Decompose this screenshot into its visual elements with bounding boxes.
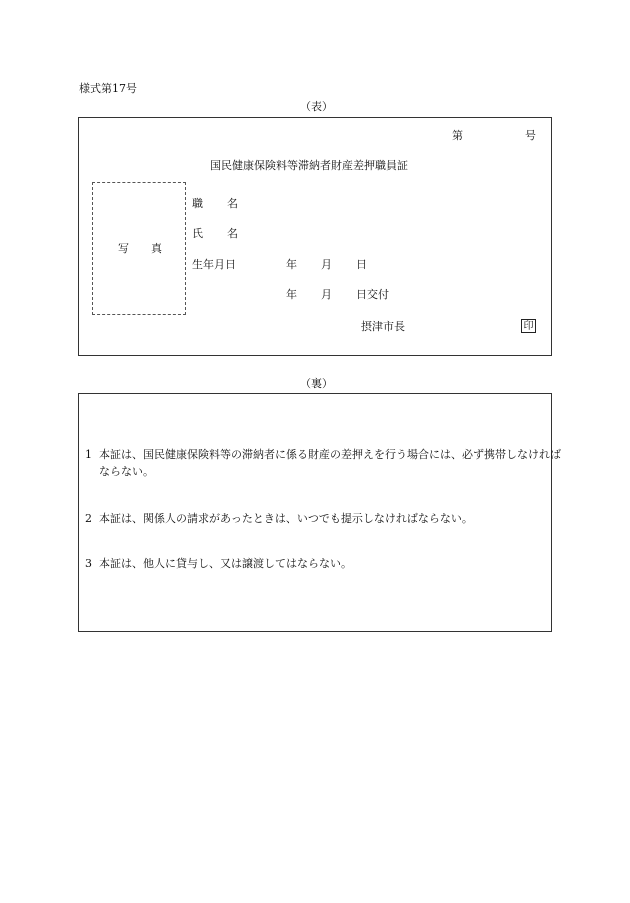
card-title: 国民健康保険料等滞納者財産差押職員証	[210, 159, 408, 172]
birth-month-label: 月	[321, 258, 332, 271]
birth-year-label: 年	[286, 258, 297, 271]
issue-year-label: 年	[286, 288, 297, 301]
position-label-2: 名	[227, 197, 238, 210]
certificate-number-suffix: 号	[525, 129, 536, 142]
birthdate-label: 生年月日	[192, 258, 236, 271]
item-text: 本証は、関係人の請求があったときは、いつでも提示しなければならない。	[99, 512, 473, 525]
birth-day-label: 日	[356, 258, 367, 271]
back-caption: （裏）	[300, 377, 333, 390]
photo-label-1: 写	[118, 242, 129, 255]
item-number: 1	[85, 448, 92, 461]
photo-area	[92, 182, 186, 315]
certificate-number-label: 第	[452, 129, 463, 142]
seal-stamp: 印	[521, 319, 536, 333]
item-number: 2	[85, 512, 92, 525]
form-number: 様式第17号	[79, 82, 137, 95]
name-label-2: 名	[227, 227, 238, 240]
issuer-name: 摂津市長	[361, 320, 405, 333]
list-item	[85, 511, 554, 531]
position-label-1: 職	[192, 197, 203, 210]
list-item	[85, 447, 561, 487]
issue-month-label: 月	[321, 288, 332, 301]
item-text: 本証は、他人に貸与し、又は譲渡してはならない。	[99, 557, 352, 570]
photo-label-2: 真	[151, 242, 162, 255]
item-number: 3	[85, 557, 92, 570]
issue-day-label: 日交付	[356, 288, 389, 301]
item-text: 本証は、国民健康保険料等の滞納者に係る財産の差押えを行う場合には、必ず携帯しなければならない。	[99, 448, 561, 478]
name-label-1: 氏	[192, 227, 203, 240]
front-caption: （表）	[300, 100, 333, 113]
list-item	[85, 556, 554, 576]
